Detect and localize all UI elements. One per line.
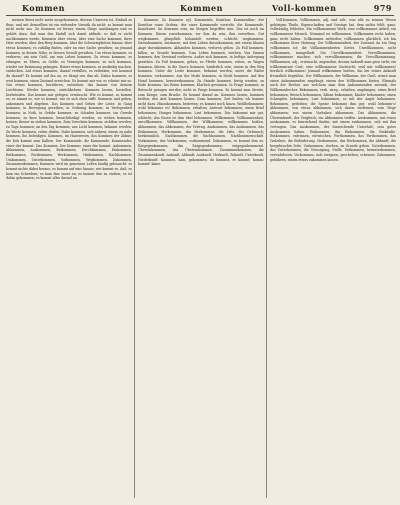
header-right-title: Voll-kommen — [272, 3, 337, 13]
header-left-title: Kommen — [22, 3, 65, 13]
column-3-text: Voll-kommen. Vollkommen, adj. und adv., was alle zu seinem Wesen gehörigen Theile, Eigenschaften und Vorzüge hat, dem nichts fehlt, ganz, vollständig, fehlerlos. Ein vollkommenes Werk; eine vollkommene Arbeit; ein vollkommener Mensch. Niemand ist vollkommen. Vollkommen recht haben, ganz recht haben. Vollkommen zufrieden; vollkommen glücklich; ich bin vollkommen Ihrer Meinung. Die Vollkommenheit, der Zustand, da ein Ding vollkommen ist; die Vollkommenheiten Gottes. Unvollkommen, nicht vollkommen, mangelhaft. Die Unvollkommenheit. Vervollkommnen, vollkommener machen; sich vervollkommnen; die Vervollkommnung. Willkommen, adj., erwünscht, angenehm, dessen Ankunft man gern sieht; ein willkommener Gast; eine willkommene Nachricht; seid mir willkommen! herzlich willkommen! Jemand willkommen heißen, ihn bei seiner Ankunft freundlich begrüßen. Der Willkommen, der Willkomm, der Gruß, womit man einen Ankommenden empfängt; einem den Willkommen bieten. Ehemals auch der Becher, aus welchem man dem Ankommenden zutrank, der Willkommbecher. Bekommen, verb. irreg., erhalten, empfangen; einen Brief bekommen; Besuch bekommen; Zähne bekommen; Kinder bekommen; einen Schnupfen bekommen; Lust bekommen; es mit der Angst bekommen. Bekommen, gedeihen; die Speise bekommt ihm gut; wohl bekomm's! Abkommen, von etwas abkommen, sich davon entfernen; vom Wege abkommen; von einem Vorhaben abkommen. Das Abkommen, die Übereinkunft, der Vergleich; ein Abkommen treffen. Auskommen, mit etwas auskommen, es hinreichend finden; mit einem auskommen, sich mit ihm vertragen. Das Auskommen, der hinreichende Unterhalt; sein gutes Auskommen haben. Einkommen, das Einkommen, die Einkünfte. Entkommen, entrinnen, entwischen. Fortkommen, das Fortkommen, das Gedeihen, die Beförderung. Herkommen, das Herkommen, die Abkunft; die hergebrachte Sitte. Umkommen, sterben, zu Grunde gehen. Unterkommen, das Unterkommen, die Versorgung, Stelle. Verkommen, herunterkommen, verwahrlosen. Vorkommen, sich ereignen, geschehen; scheinen. Zukommen, gebühren; einem etwas zukommen lassen. — [270, 18, 396, 162]
column-2-text: Kommen. Zu Kommen vgl. Kommende, Komthur, Kommenthur; der Komthur eines Ordens, der einer Kommende vorsteht; die Kommende, Komthurei. Im Kommen sein, im Steigen begriffen sein. Das ist noch im Kommen. Einem zuvorkommen, vor ihm da sein, ihm zuvorthun. Gut wegkommen, glimpflich behandelt werden; schlecht wegkommen. Davonkommen, entrinnen; mit dem Leben davonkommen; mit einem blauen Auge davonkommen. Abhanden kommen, verloren gehen. Zu Fall kommen, fallen; zu Grunde kommen. Ums Leben kommen, sterben. Von Sinnen kommen, den Verstand verlieren. Außer sich kommen, in heftige Aufregung gerathen. Zu Fuß kommen, gehen; zu Pferde kommen, reiten; zu Wagen kommen, fahren. In die Quere kommen, hinderlich sein; einem in den Weg kommen. Unter die Leute kommen, bekannt werden; unter die Räder kommen, verkommen. Aus der Mode kommen; in Mode kommen. Auf den Hund kommen, herunterkommen. Zu Stande kommen, fertig werden; zu Ende kommen. Ins Reine kommen, Klarheit gewinnen. In Frage kommen, in Betracht gezogen werden; nicht in Frage kommen. Es kommt zum Streite, zum Kriege, zum Bruche. Es kommt darauf an. Kommen lassen, kommen heißen; den Arzt kommen lassen. Dazu kommen, Zeit finden; ich komme nicht dazu. Hinzukommen, beitreten; es kommt noch hinzu. Wohlbekommen; wohl bekomme es! Bekommen, erhalten; Antwort bekommen; einen Brief bekommen; Hunger bekommen; Lust bekommen. Das bekommt mir gut, schlecht; das Essen ist ihm übel bekommen. Vollkommen, Vollkommenheit, unvollkommen. Willkommen, der Willkommen; willkommen heißen. Abkommen, das Abkommen, der Vertrag. Auskommen, das Auskommen, das Einkommen. Herkommen, das Herkommen, die Sitte, der Gebrauch; herkömmlich. Nachkommen, die Nachkommen, Nachkommenschaft. Vorkommen, das Vorkommen; vorkommend. Zukommen, es kommt ihm zu. Entgegenkommen, das Entgegenkommen; entgegenkommend. Übereinkommen, das Übereinkommen. Zusammenkommen, die Zusammenkunft. Ankunft, Abkunft, Auskunft, Herkunft, Zukunft, Unterkunft, Niederkunft. Kommen, kam, gekommen; du kommst, er kommt; komm! kommt! käme. — [138, 18, 264, 167]
running-header — [10, 3, 392, 15]
text-column-3 — [270, 18, 396, 500]
column-divider-2 — [266, 18, 267, 498]
column-1-text: meinen Brust nicht mehr ausgekommen, diesem Unwesen ist, Einhalt zu thun; und mit demselben ist ein stehender Vorrath da nicht; so kommt man nicht mehr aus. Zu Kommen ist ferner, einem Dinge anzuhangen und es gehört dazu, daß man den Einfall sich damit abfinde, so daß er nicht nachkommen werde. Kommen über etwas, über eine Sache kommen, ihrer Herr werden; über den Berg kommen, über die Schwierigkeiten hinaus; über etwas kommen, es zufällig finden, oder an eine Sache gerathen; an jemand kommen, in dessen Nähe, in dessen Gewalt gerathen. Um etwas kommen, es verlieren; um sein Geld, um sein Leben kommen. Zu etwas kommen, es erlangen; zu Ehren, zu Gelde, zu Vermögen kommen; zu sich kommen, wieder zur Besinnung gelangen. Hinter etwas kommen, es ausfindig machen, entdecken. Auf etwas kommen, darauf verfallen, es erdenken; wie kommst du darauf? Es kommt auf ihn an, es hängt von ihm ab. Dahin kommen, so weit kommen, einen Zustand erreichen. Es kommt mir vor, es scheint mir so. Von etwas kommen, herrühren, entstehen; das kommt von deinem Leichtsinn. Wieder kommen, zurückkehren. Kommen lassen, bestellen, herbeirufen. Das kommt mir gelegen, erwünscht. Wie es kommt, so kommt es; er nimmt es, wie es kommt, wie es sich eben trifft. Kommen und gehen, ankommen und abgehen. Das Kommen und Gehen der Leute. In Gang kommen, in Bewegung gerathen; in Ordnung kommen; in Verlegenheit kommen; in Noth, in Gefahr kommen; zu Schaden kommen; ins Gerede kommen; zu kurz kommen, benachtheiligt werden; zu stehen kommen, kosten; theuer zu stehen kommen. Zum Vorschein kommen, sichtbar werden; zu Tage kommen; an den Tag kommen; ans Licht kommen, bekannt werden. Zu Worte kommen, reden dürfen. Nahe kommen, sich nähern; einem zu nahe kommen, ihn beleidigen. Kommen, im Hauswesen, das Kommen der Zähne; die Kuh kommt zum Kalben. Der Kommende, die Kommende; Kommender, einer der kommt. Das Kommen. Der Kommer, einer der kommt. Ankommen, Abkommen, Auskommen, Beikommen, Durchkommen, Einkommen, Entkommen, Fortkommen, Herkommen, Hinkommen, Nachkommen, Umkommen, Unterkommen, Vorkommen, Wegkommen, Zukommen, Zusammenkommen. Kommen wird im gemeinen Leben häufig gebraucht: es kommt nichts dabei heraus; es kommt auf eins hinaus; wie kommt es, daß; es kam ein Schreiben; es kam ihm sauer an; es kommt ihm zu statten; es ist dahin gekommen; es kommt alles darauf an. — [6, 18, 132, 181]
header-mid-title: Kommen — [180, 3, 223, 13]
header-rule — [6, 15, 394, 16]
text-column-2 — [138, 18, 264, 500]
text-column-1 — [6, 18, 132, 500]
page-number: 979 — [373, 3, 392, 13]
column-divider-1 — [134, 18, 135, 498]
